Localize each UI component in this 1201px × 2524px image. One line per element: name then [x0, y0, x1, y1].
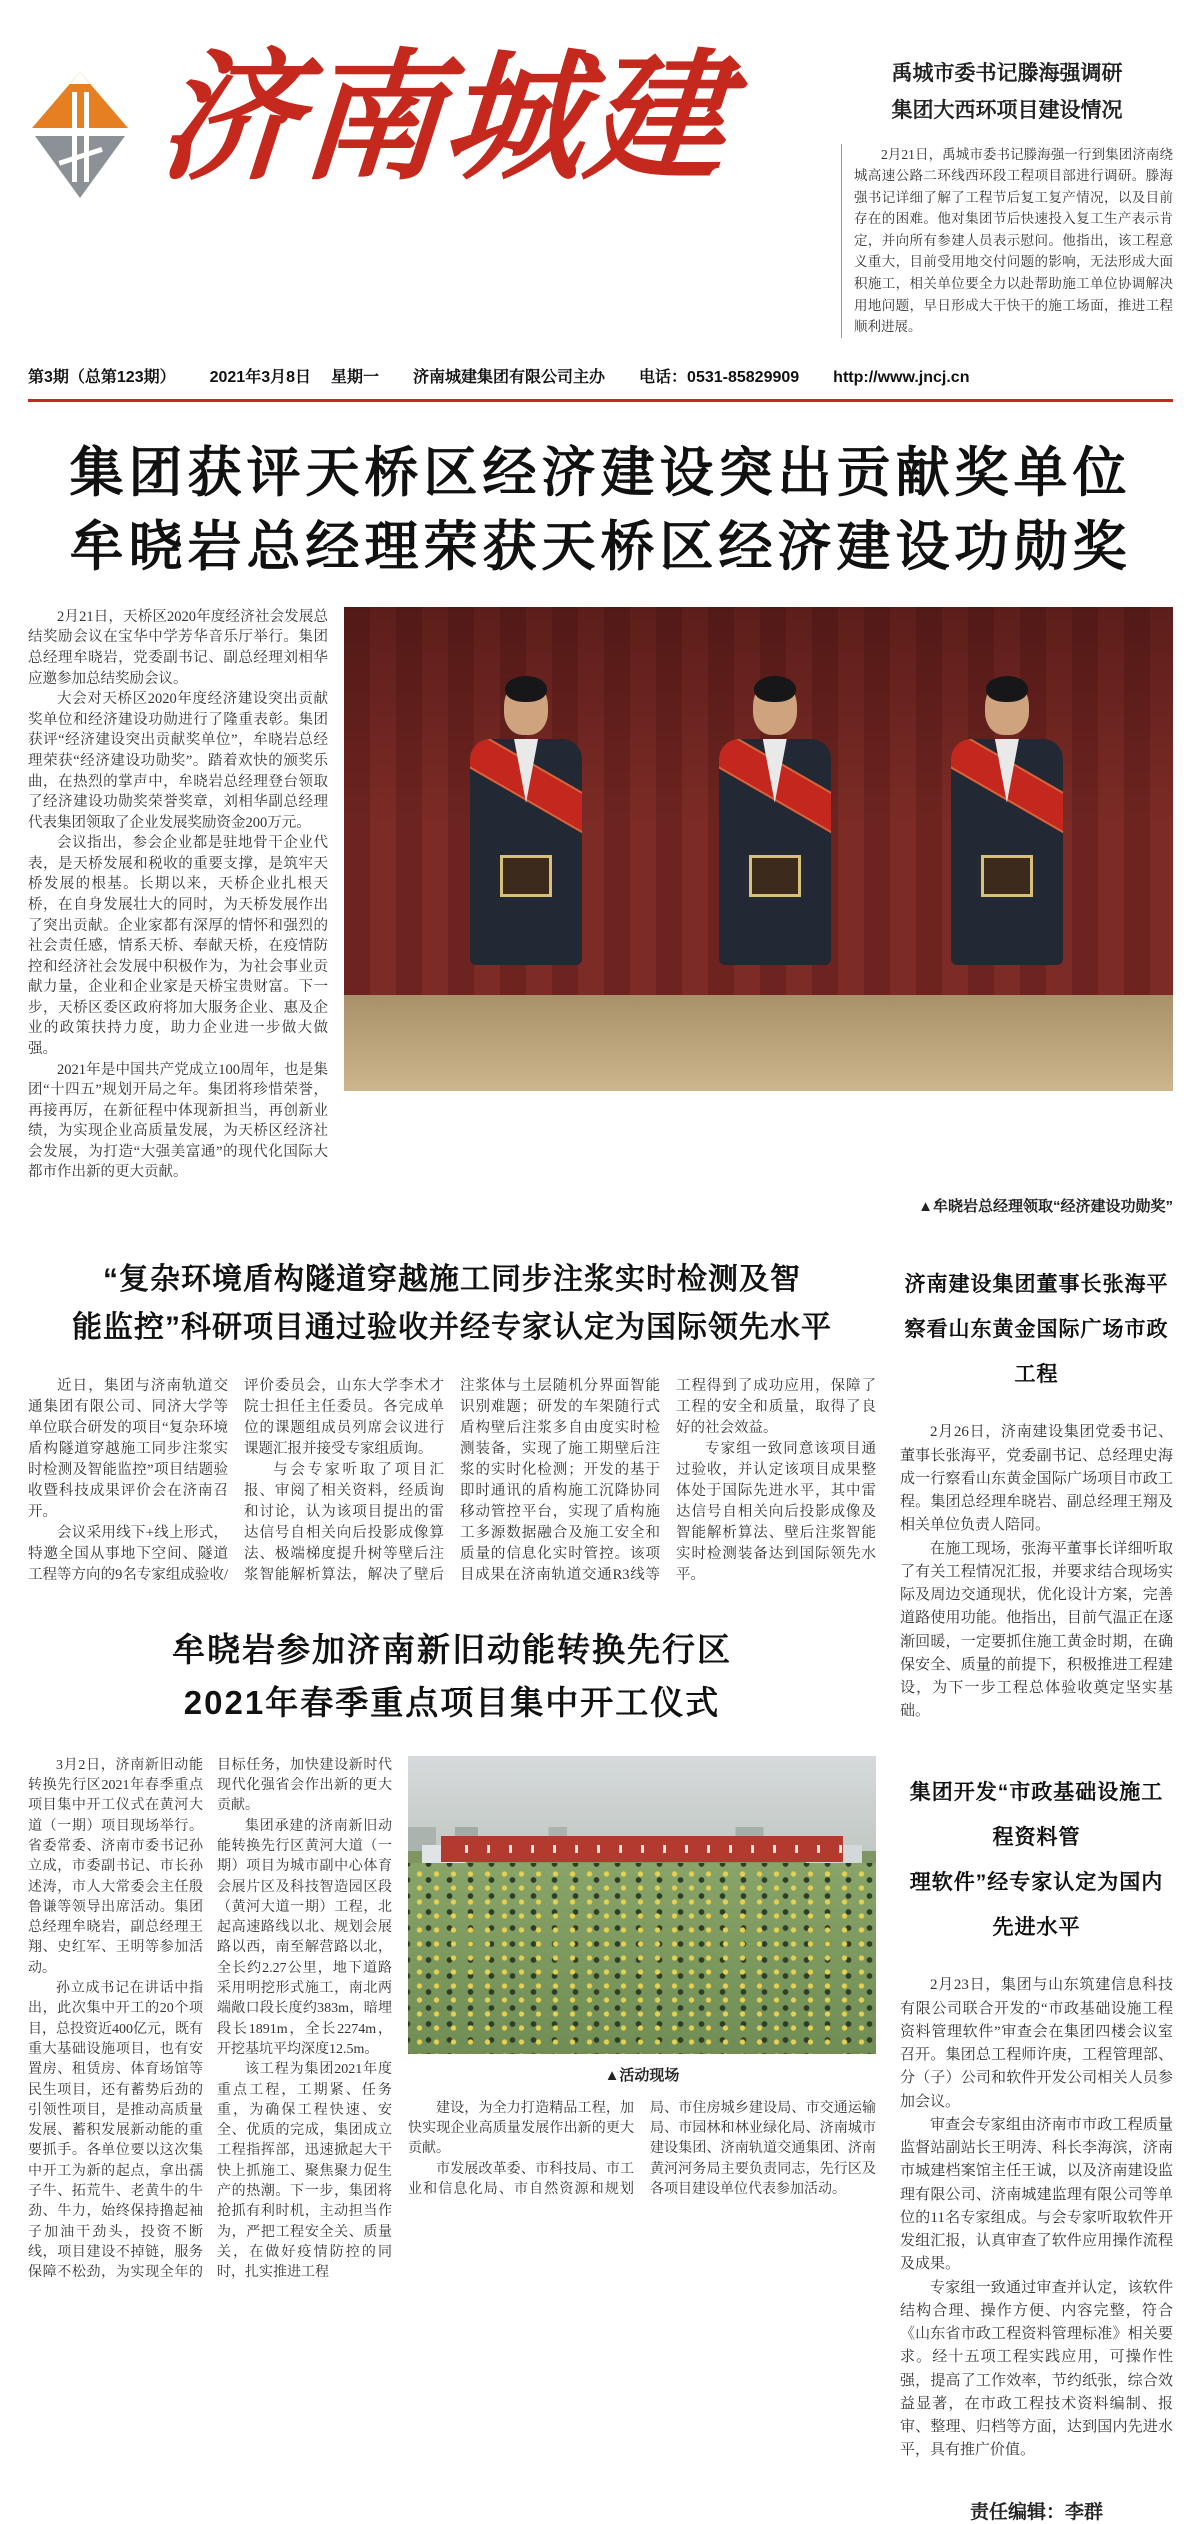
groundbreaking-photo-block [408, 1756, 876, 2284]
award-photo-caption: ▲牟晓岩总经理领取“经济建设功勋奖” [918, 1198, 1173, 1216]
sidebar-article2-title: 集团开发“市政基础设施工程资料管 理软件”经专家认定为国内先进水平 [909, 1780, 1164, 1940]
lead-headline: 集团获评天桥区经济建设突出贡献奖单位 牟晓岩总经理荣获天桥区经济建设功勋奖 [69, 442, 1132, 578]
sidebar-article1-title: 济南建设集团董事长张海平 察看山东黄金国际广场市政工程 [904, 1273, 1169, 1387]
editor-credit: 责任编辑：李群 [969, 2501, 1103, 2523]
publisher: 济南城建集团有限公司主办 [413, 368, 606, 386]
photo-crowd-field [408, 1863, 876, 2054]
lead-article [28, 436, 1173, 1216]
top-news-body [841, 144, 1173, 338]
publication-date: 2021年3月8日 [209, 368, 312, 386]
sidebar-article-zhanghaipping [900, 1262, 1173, 1724]
research-article [28, 1256, 876, 1586]
paragraph: 会议采用线下+线上形式，特邀全国从事地下空间、隧道工程等方向的9名专家组成验收/评价委员会，山东大学李术才院士担任主任委员。各完成单位的课题组成员列席会议进行课题汇报并接受专家组质询。 [28, 1378, 444, 1584]
left-zone [28, 1246, 876, 2523]
groundbreaking-article-text [28, 1756, 392, 2284]
paragraph: 该工程为集团2021年度重点工程，工期紧、任务重，为确保工程快速、安全、优质的完成，集团成立工程指挥部，迅速掀起大干快上抓施工、聚焦聚力促生产的热潮。下一步，集团将抢抓有利时机，主动担当作为，严把工程安全关、质量关，在做好疫情防控的同时，扎实推进工程 [217, 2062, 392, 2281]
masthead [28, 0, 1173, 402]
groundbreaking-article [28, 1624, 876, 2283]
paragraph: 专家组一致同意该项目通过验收，并认定该项目成果整体处于国际先进水平，其中雷达信号自相关向后投影成像及智能解析算法、壁后注浆智能实时检测装备达到国际领先水平。 [676, 1441, 876, 1584]
paragraph: 2月23日，集团与山东筑建信息科技有限公司联合开发的“市政基础设施工程资料管理软件”审查会在集团四楼会议室召开。集团总工程师许庚，工程管理部、分（子）公司和软件开发公司相关人员参加会议。 [900, 1977, 1173, 2110]
top-news-title: 禹城市委书记滕海强调研 集团大西环项目建设情况 [891, 62, 1123, 122]
paragraph: 审查会专家组由济南市市政工程质量监督站副站长王明涛、科长李海滨，济南市城建档案馆主任王诚，以及济南建设监理有限公司、济南城建监理有限公司等单位的11名专家组成。与会专家听取软件开发组汇报，认真审查了软件应用操作流程及成果。 [900, 2116, 1173, 2273]
paragraph: 3月2日，济南新旧动能转换先行区2021年春季重点项目集中开工仪式在黄河大道（一期）项目现场举行。省委常委、济南市委书记孙立成，市委副书记、市长孙述涛，市人大常委会主任殷鲁谦等领导出席活动。集团总经理牟晓岩，副总经理王翔、史红军、王明等参加活动。 [28, 1757, 203, 1976]
paragraph: 近日，集团与济南轨道交通集团有限公司、同济大学等单位联合研发的项目“复杂环境盾构隧道穿越施工同步注浆实时检测及智能监控”项目结题验收暨科技成果评价会在济南召开。 [28, 1378, 228, 1521]
issue-number: 第3期（总第123期） [28, 368, 176, 386]
phone-number: 电话：0531-85829909 [639, 368, 800, 386]
paragraph: 专家组一致通过审查并认定，该软件结构合理、操作方便、内容完整，符合《山东省市政工程资料管理标准》相关要求。经十五项工程实践应用，可操作性强，提高了工作效率，节约纸张，综合效益显著，在市政工程技术资料编制、报审、整理、归档等方面，达到国内先进水平，具有推广价值。 [900, 2279, 1173, 2459]
top-news-box [841, 38, 1173, 338]
person-figure [709, 681, 841, 999]
sidebar-article2-text [900, 1974, 1173, 2462]
weekday: 星期一 [331, 368, 380, 386]
groundbreaking-event-photo [408, 1756, 876, 2054]
stage-floor [344, 995, 1173, 1091]
groundbreaking-headline: 牟晓岩参加济南新旧动能转换先行区 2021年春季重点项目集中开工仪式 [172, 1631, 732, 1722]
groundbreaking-article-continuation [408, 2099, 876, 2200]
research-article-text [28, 1376, 876, 1586]
person-figure [460, 681, 592, 999]
paragraph: 集团承建的济南新旧动能转换先行区黄河大道（一期）项目为城市副中心体育会展片区及科技智造园区段（黄河大道一期）工程，北起高速路线以北、规划会展路以西，南至解营路以北，全长约2.27公里，地下道路采用明挖形式施工，南北两端敞口段长度约383m，暗埋段长1891m，全长2274m，开挖基坑平均深度12.5m。 [217, 1818, 392, 2057]
award-ceremony-photo [344, 607, 1173, 1091]
paragraph: 建设，为全力打造精品工程，加快实现企业高质量发展作出新的更大贡献。 [408, 2100, 634, 2157]
activity-photo-caption: ▲活动现场 [604, 2066, 680, 2084]
paragraph: 市发展改革委、市科技局、市工业和信息化局、市自然资源和规划局、市住房城乡建设局、市交通运输局、市园林和林业绿化局、济南城市建设集团、济南轨道交通集团、济南黄河河务局主要负责同志，先行区及各项目建设单位代表参加活动。 [408, 2100, 876, 2197]
lead-article-text [28, 607, 328, 1183]
paragraph: 孙立成书记在讲话中指出，此次集中开工的20个项目，总投资近400亿元，既有重大基础设施项目，也有安置房、租赁房、体育场馆等民生项目，还有蓄势后劲的引领性项目，是推动高质量发展、蓄积发展新动能的重要抓手。各单位要以这次集中开工为新的起点，拿出孺子牛、拓荒牛、老黄牛的牛劲、牛力，始终保持撸起袖子加油干劲头，投资不断线，项目建设不掉链，服务保障不松劲，为实现全年的目标任务，加快建设新时代现代化强省会作出新的更大贡献。 [28, 1757, 392, 2281]
paragraph: 会议指出，参会企业都是驻地骨干企业代表，是天桥发展和税收的重要支撑，是筑牢天桥发展的根基。长期以来，天桥企业扎根天桥，在自身发展壮大的同时，为天桥发展作出了突出贡献。企业家都有深厚的情怀和强烈的社会责任感，情系天桥、奉献天桥，在疫情防控和经济社会发展中积极作为，为社会事业贡献力量，企业和企业家是天桥宝贵财富。下一步，天桥区委区政府将加大服务企业、惠及企业的政策扶持力度，助力企业进一步做大做强。 [28, 835, 328, 1058]
website-url: http://www.jncj.cn [833, 368, 970, 386]
paragraph: 2月21日，禹城市委书记滕海强一行到集团济南绕城高速公路二环线西环段工程项目部进行调研。滕海强书记详细了解了工程节后复工复产情况，以及目前存在的困难。他对集团节后快速投入复工生产表示肯定，并向所有参建人员表示慰问。他指出，该工程意义重大，目前受用地交付问题的影响，无法形成大面积施工，相关单位要全力以赴帮助施工单位协调解决用地问题，早日形成大干快干的施工场面，推进工程顺利进展。 [854, 146, 1173, 335]
paragraph: 2月26日，济南建设集团党委书记、董事长张海平，党委副书记、总经理史海成一行察看山东黄金国际广场项目市政工程。集团总经理牟晓岩、副总经理王翔及相关单位负责人陪同。 [900, 1424, 1173, 1534]
photo-banner [441, 1836, 844, 1862]
paragraph: 2021年是中国共产党成立100周年，也是集团“十四五”规划开局之年。集团将珍惜荣誉，再接再厉，在新征程中体现新担当，再创新业绩，为实现企业高质量发展，为天桥区经济社会发展，为打造“大强美富通”的现代化国际大都市作出新的更大贡献。 [28, 1061, 328, 1181]
paragraph: 2月21日，天桥区2020年度经济社会发展总结奖励会议在宝华中学芳华音乐厅举行。集团总经理牟晓岩，党委副书记、副总经理刘相华应邀参加总结奖励会议。 [28, 608, 328, 687]
brand-title: 济南城建 [154, 36, 734, 200]
sidebar-article-software [900, 1770, 1173, 2463]
paragraph: 大会对天桥区2020年度经济建设突出贡献奖单位和经济建设功勋进行了隆重表彰。集团获评“经济建设突出贡献奖单位”，牟晓岩总经理荣获“经济建设功勋奖”。踏着欢快的颁奖乐曲，在热烈的掌声中，牟晓岩总经理登台领取了经济建设功勋奖荣誉奖章，刘相华副总经理代表集团领取了企业发展奖励资金200万元。 [28, 691, 328, 831]
dateline [28, 364, 1173, 402]
sidebar [876, 1246, 1173, 2523]
research-headline: “复杂环境盾构隧道穿越施工同步注浆实时检测及智 能监控”科研项目通过验收并经专家认定为国际领先水平 [72, 1263, 832, 1345]
person-figure [941, 681, 1073, 999]
page-content [28, 436, 1173, 2524]
brand-logo-icon [28, 66, 132, 216]
paragraph: 与会专家听取了项目汇报、审阅了相关资料，经质询和讨论，认为该项目提出的雷达信号自相关向后投影成像算法、极端梯度提升树等壁后注浆智能解析算法，解决了壁后注浆体与土层随机分界面智能识别难题；研发的车架随行式盾构壁后注浆多自由度实时检测装备，实现了施工期壁后注浆的实时化检测；开发的基于即时通讯的盾构施工沉降协同移动管控平台，实现了盾构施工多源数据融合及施工安全和质量的信息化实时管控。该项目成果在济南轨道交通R3线等工程得到了成功应用，保障了工程的安全和质量，取得了良好的社会效益。 [244, 1378, 876, 1584]
sidebar-article1-text [900, 1421, 1173, 1723]
paragraph: 在施工现场，张海平董事长详细听取了有关工程情况汇报，并要求结合现场实际及周边交通现状，优化设计方案，完善道路使用功能。他指出，目前气温正在逐渐回暖，一定要抓住施工黄金时期，在确保安全、质量的前提下，积极推进工程建设，为下一步工程总体验收奠定坚实基础。 [900, 1540, 1173, 1720]
